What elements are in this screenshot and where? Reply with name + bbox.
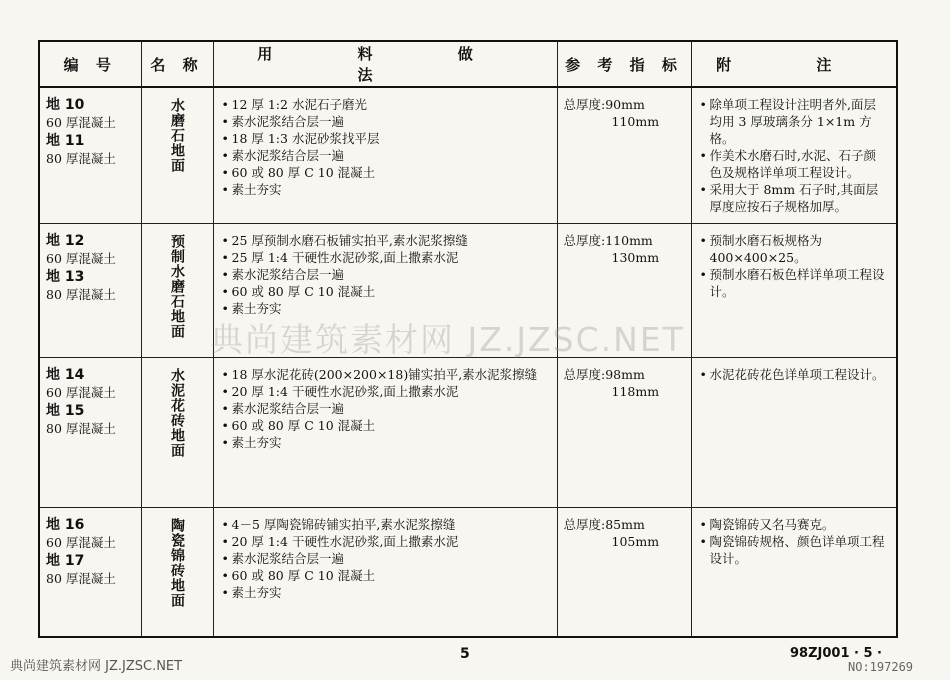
note-item: • 陶瓷锦砖规格、颜色详单项工程设计。 bbox=[700, 533, 889, 567]
note-item: • 水泥花砖花色详单项工程设计。 bbox=[700, 366, 889, 383]
note-item: • 采用大于 8mm 石子时,其面层厚度应按石子规格加厚。 bbox=[700, 181, 889, 215]
header-code: 编 号 bbox=[39, 41, 141, 87]
table-row bbox=[39, 358, 897, 508]
method-step: • 素土夯实 bbox=[222, 300, 549, 317]
reference-cell bbox=[557, 508, 691, 638]
item-name: 水磨石地面 bbox=[169, 98, 185, 173]
code-cell bbox=[39, 87, 141, 224]
header-notes: 附 注 bbox=[691, 41, 897, 87]
item-spec: 60 厚混凝土 bbox=[46, 385, 116, 400]
method-step: • 60 或 80 厚 C 10 混凝土 bbox=[222, 567, 549, 584]
total-thickness: 总厚度:85mm bbox=[563, 517, 645, 532]
method-step: • 18 厚 1:3 水泥砂浆找平层 bbox=[222, 130, 549, 147]
reference-cell bbox=[557, 358, 691, 508]
method-step: • 12 厚 1:2 水泥石子磨光 bbox=[222, 96, 549, 113]
method-step: • 素水泥浆结合层一遍 bbox=[222, 266, 549, 283]
method-step: • 素水泥浆结合层一遍 bbox=[222, 550, 549, 567]
method-step: • 20 厚 1:4 干硬性水泥砂浆,面上撒素水泥 bbox=[222, 533, 549, 550]
name-cell bbox=[141, 224, 213, 358]
item-code: 地 16 bbox=[46, 517, 85, 533]
notes-cell bbox=[691, 87, 897, 224]
item-spec: 80 厚混凝土 bbox=[46, 151, 116, 166]
method-step: • 60 或 80 厚 C 10 混凝土 bbox=[222, 283, 549, 300]
method-cell bbox=[213, 87, 557, 224]
header-method: 用 料 做 法 bbox=[213, 41, 557, 87]
note-item: • 陶瓷锦砖又名马赛克。 bbox=[700, 516, 889, 533]
total-thickness-alt: 130mm bbox=[611, 250, 660, 265]
item-code: 地 15 bbox=[46, 403, 85, 419]
code-cell bbox=[39, 224, 141, 358]
document-code: 98ZJ001 · 5 · bbox=[790, 646, 882, 661]
name-cell bbox=[141, 87, 213, 224]
total-thickness: 总厚度:110mm bbox=[563, 233, 653, 248]
total-thickness-alt: 105mm bbox=[611, 534, 660, 549]
reference-cell bbox=[557, 87, 691, 224]
notes-cell bbox=[691, 358, 897, 508]
total-thickness: 总厚度:98mm bbox=[563, 367, 645, 382]
method-step: • 60 或 80 厚 C 10 混凝土 bbox=[222, 164, 549, 181]
code-cell bbox=[39, 508, 141, 638]
method-step: • 素水泥浆结合层一遍 bbox=[222, 147, 549, 164]
watermark-text: 典尚建筑素材网 JZ.JZSC.NET bbox=[210, 320, 685, 359]
method-step: • 25 厚 1:4 干硬性水泥砂浆,面上撒素水泥 bbox=[222, 249, 549, 266]
table-row bbox=[39, 87, 897, 224]
method-step: • 素土夯实 bbox=[222, 434, 549, 451]
page-number: 5 bbox=[460, 646, 470, 662]
item-code: 地 17 bbox=[46, 553, 85, 569]
header-reference: 参 考 指 标 bbox=[557, 41, 691, 87]
method-step: • 4－5 厚陶瓷锦砖铺实拍平,素水泥浆擦缝 bbox=[222, 516, 549, 533]
footer-site-name: 典尚建筑素材网 JZ.JZSC.NET bbox=[10, 659, 183, 674]
method-step: • 20 厚 1:4 干硬性水泥砂浆,面上撒素水泥 bbox=[222, 383, 549, 400]
method-step: • 素土夯实 bbox=[222, 181, 549, 198]
item-code: 地 14 bbox=[46, 367, 85, 383]
note-item: • 预制水磨石板规格为 400×400×25。 bbox=[700, 232, 889, 266]
item-name: 预制水磨石地面 bbox=[169, 234, 185, 339]
method-step: • 素土夯实 bbox=[222, 584, 549, 601]
item-name: 陶瓷锦砖地面 bbox=[169, 518, 185, 608]
method-step: • 18 厚水泥花砖(200×200×18)铺实拍平,素水泥浆擦缝 bbox=[222, 366, 549, 383]
item-code: 地 10 bbox=[46, 97, 85, 113]
item-spec: 80 厚混凝土 bbox=[46, 571, 116, 586]
name-cell bbox=[141, 508, 213, 638]
method-cell bbox=[213, 508, 557, 638]
item-spec: 80 厚混凝土 bbox=[46, 421, 116, 436]
name-cell bbox=[141, 358, 213, 508]
notes-cell bbox=[691, 224, 897, 358]
table-row bbox=[39, 508, 897, 638]
item-code: 地 11 bbox=[46, 133, 85, 149]
total-thickness: 总厚度:90mm bbox=[563, 97, 645, 112]
total-thickness-alt: 118mm bbox=[611, 384, 660, 399]
item-spec: 60 厚混凝土 bbox=[46, 535, 116, 550]
note-item: • 预制水磨石板色样详单项工程设计。 bbox=[700, 266, 889, 300]
item-spec: 80 厚混凝土 bbox=[46, 287, 116, 302]
item-code: 地 13 bbox=[46, 269, 85, 285]
header-name: 名 称 bbox=[141, 41, 213, 87]
method-step: • 25 厚预制水磨石板铺实拍平,素水泥浆擦缝 bbox=[222, 232, 549, 249]
code-cell bbox=[39, 358, 141, 508]
item-spec: 60 厚混凝土 bbox=[46, 115, 116, 130]
item-code: 地 12 bbox=[46, 233, 85, 249]
header-row bbox=[39, 41, 897, 87]
method-step: • 素水泥浆结合层一遍 bbox=[222, 113, 549, 130]
notes-cell bbox=[691, 508, 897, 638]
note-item: • 除单项工程设计注明者外,面层均用 3 厚玻璃条分 1×1m 方格。 bbox=[700, 96, 889, 147]
document-number: NO:197269 bbox=[848, 660, 914, 674]
total-thickness-alt: 110mm bbox=[611, 114, 660, 129]
note-item: • 作美术水磨石时,水泥、石子颜色及规格详单项工程设计。 bbox=[700, 147, 889, 181]
item-name: 水泥花砖地面 bbox=[169, 368, 185, 458]
method-step: • 60 或 80 厚 C 10 混凝土 bbox=[222, 417, 549, 434]
method-step: • 素水泥浆结合层一遍 bbox=[222, 400, 549, 417]
item-spec: 60 厚混凝土 bbox=[46, 251, 116, 266]
method-cell bbox=[213, 358, 557, 508]
